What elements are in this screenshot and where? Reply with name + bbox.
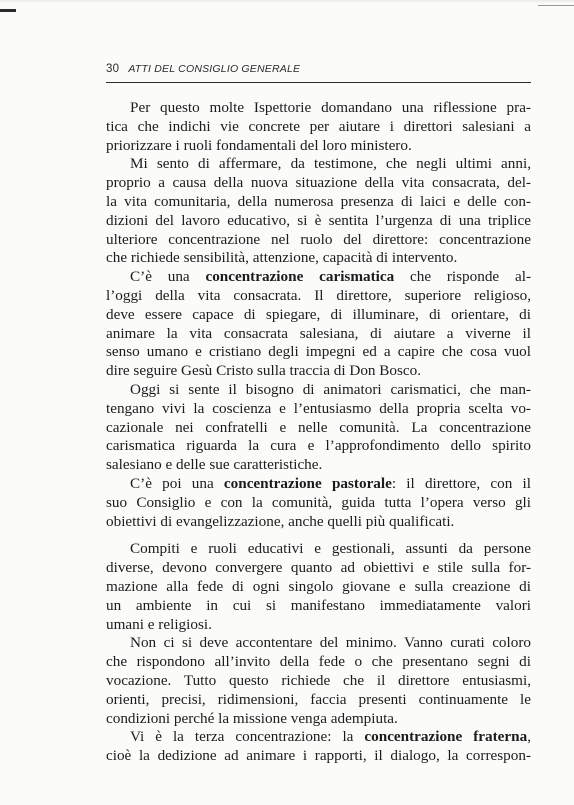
text-line: cioè la dedizione ad animare i rapporti, il dialogo, la correspon- [106,747,531,765]
paragraph [106,381,531,475]
text-line: Mi sento di affermare, da testimone, che negli ultimi anni, [130,155,531,173]
bold-term: concentrazione fraterna [364,728,528,746]
text-line: obiettivi di evangelizzazione, anche quelli più qualificati. [106,512,455,530]
text-line [106,728,531,747]
body-text [106,99,531,766]
text-line: mazione alla fede di ogni singolo giovane e sulla creazione di [106,577,531,595]
text-run: , [527,728,531,746]
paragraph [106,155,531,268]
scan-edge [0,0,574,3]
text-line: cazionale nei confratelli e nelle comunità. La concentrazione [106,418,531,436]
text-line: vocazione. Tutto questo richiede che il direttore entusiasmi, [106,671,531,689]
text-line: Oggi si sente il bisogno di animatori carismatici, che man- [130,380,531,398]
text-line: diverse, devono convergere quanto ad obiettivi e stile sulla for- [106,559,531,577]
text-line: Non ci si deve accontentare del minimo. Vanno curati coloro [130,634,531,652]
text-line: tengano vivi la coscienza e l’entusiasmo della propria scelta vo- [106,399,531,417]
text-line [106,475,531,494]
bold-term: concentrazione carismatica [205,268,395,286]
text-line: suo Consiglio e con la comunità, guida tutta l’opera verso gli [106,493,531,511]
scan-line [538,5,574,6]
text-line: l’oggi della vita consacrata. Il direttore, superiore religioso, [106,286,531,304]
text-line: la vita comunitaria, della numerosa presenza di laici e delle con- [106,192,531,210]
text-line: un ambiente in cui si manifestano immediatamente valori [106,596,531,614]
text-line: Compiti e ruoli educativi e gestionali, assunti da persone [130,540,531,558]
scan-mark [0,9,16,12]
text-line: salesiano e delle sue caratteristiche. [106,456,323,474]
header-rule [106,82,531,83]
paragraph [106,634,531,728]
text-line: che richiede sensibilità, attenzione, capacità di intervento. [106,249,458,267]
running-head [106,63,531,79]
text-line: che rispondono all’invito della fede o che presentano segni di [106,653,531,671]
page-number: 30 [106,63,120,75]
text-run: che risponde al- [394,268,531,286]
text-line: deve essere capace di spiegare, di illuminare, di orientare, di [106,305,531,323]
text-line: priorizzare i ruoli fondamentali del loro ministero. [106,136,412,154]
text-line: animare la vita consacrata salesiana, di aiutare a viverne il [106,324,531,342]
text-line: Per questo molte Ispettorie domandano una riflessione pra- [130,99,531,116]
paragraph [106,475,531,531]
text-run: C’è poi una [130,474,224,492]
text-line: carismatica riguarda la cura e l’approfondimento dello spirito [106,437,531,455]
text-line: umani e religiosi. [106,615,212,633]
paragraph [106,728,531,766]
paragraph [106,540,531,634]
text-line: dire seguire Gesù Cristo sulla traccia di Don Bosco. [106,362,422,380]
text-run: : il direttore, con il [391,474,531,492]
bold-term: concentrazione pastorale [223,474,392,492]
text-line: orienti, precisi, ridimensioni, faccia presenti continuamente le [106,690,531,708]
text-line [106,268,531,287]
text-run: C’è una [130,268,206,286]
text-line: condizioni perché la missione venga adempiuta. [106,709,398,727]
text-line: dizioni del lavoro educativo, si è sentita l’urgenza di una triplice [106,211,531,229]
text-line: senso umano e cristiano degli impegni ed a capire che cosa vuol [106,343,531,361]
text-line: tica che indichi vie concrete per aiutare i direttori salesiani a [106,117,531,135]
paragraph [106,99,531,155]
text-line: proprio a causa della nuova situazione della vita consacrata, del- [106,174,531,192]
paragraph [106,268,531,381]
running-title: ATTI DEL CONSIGLIO GENERALE [128,63,301,75]
text-line: ulteriore concentrazione nel ruolo del direttore: concentrazione [106,230,531,248]
text-run: Vi è la terza concentrazione: la [130,728,365,746]
